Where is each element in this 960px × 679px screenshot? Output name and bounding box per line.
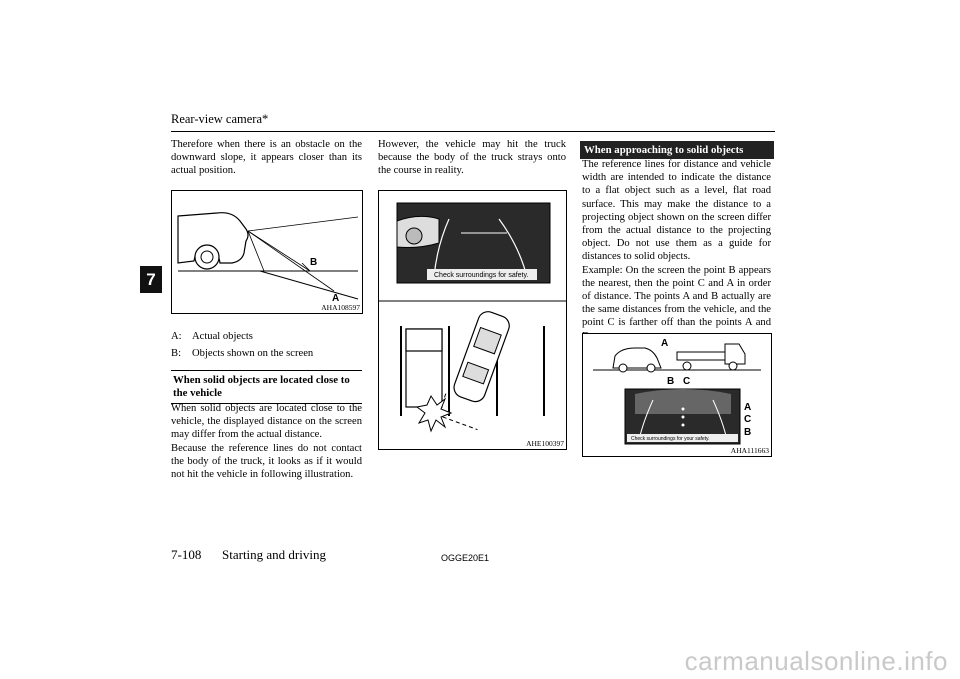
chapter-tab: 7 (140, 266, 162, 293)
point-marker (682, 408, 685, 411)
slope-figure (171, 190, 363, 314)
page-number: 7-108 (171, 547, 202, 562)
figure-code: AHE100397 (526, 439, 564, 448)
car-hub (201, 251, 213, 263)
screen-message: Check surroundings for your safety. (631, 436, 710, 442)
truck-wheel (683, 362, 691, 370)
ray-to-a (248, 231, 334, 291)
label-a: A (332, 293, 340, 304)
section-heading-close: When solid objects are located close to the vehicle (171, 370, 362, 404)
legend-row (171, 348, 362, 365)
page-header-title: Rear-view camera* (171, 112, 269, 126)
col3-para1: The reference lines for distance and vehicle width are intended to indicate the distance to a flat object such as a level, flat road surface. This may make the distance to a projecting object shown on the screen differ from the actual distance to the projecting object. Do not use them as a guide for distances to solid objects. (582, 159, 771, 263)
legend-row (171, 331, 362, 348)
label-a-side: A (661, 338, 669, 349)
truck-diagram (379, 191, 566, 449)
col1-intro-text: Therefore when there is an obstacle on the downward slope, it appears closer than its actual position. (171, 139, 362, 177)
label-c-screen: C (744, 414, 752, 425)
col2-intro (378, 138, 566, 178)
screen-message: Check surroundings for safety. (434, 272, 529, 279)
doc-code: OGGE20E1 (441, 553, 490, 563)
slope-diagram (172, 191, 362, 313)
legend-text: Objects shown on the screen (192, 348, 314, 359)
truck-wheel-on-screen (406, 228, 422, 244)
col1-intro (171, 138, 362, 178)
point-marker (682, 424, 685, 427)
header-divider (171, 131, 775, 132)
car-wheel (647, 364, 655, 372)
col3-body (582, 158, 771, 343)
label-c-side: C (683, 376, 691, 387)
truck-wheel (729, 362, 737, 370)
label-b-screen: B (744, 427, 752, 438)
car-wheel (619, 364, 627, 372)
approach-figure (582, 333, 772, 457)
label-a-screen: A (744, 402, 752, 413)
figure-code: AHA111663 (730, 446, 769, 455)
col1-para1: When solid objects are located close to the vehicle, the displayed distance on the screen may differ from the actual distance. (171, 403, 362, 441)
label-b-side: B (667, 376, 675, 387)
label-b: B (310, 257, 318, 268)
ray-to-b (248, 231, 310, 271)
truck-bed (677, 352, 725, 360)
point-marker (682, 416, 685, 419)
figure-legend (171, 331, 362, 365)
truck-cab (725, 344, 745, 364)
section-name: Starting and driving (222, 547, 326, 562)
legend-key: A: (171, 331, 182, 342)
figure-code: AHA108597 (321, 303, 360, 312)
ray-top (248, 217, 358, 231)
approach-diagram (583, 334, 771, 456)
legend-text: Actual objects (192, 331, 253, 342)
col2-intro-text: However, the vehicle may hit the truck because the body of the truck strays onto the course in reality. (378, 139, 566, 177)
col1-para2: Because the reference lines do not contact the body of the truck, it looks as if it would not hit the vehicle in following illustration. (171, 442, 362, 481)
slope-line (260, 271, 358, 299)
legend-key: B: (171, 348, 182, 359)
col1-body (171, 402, 362, 481)
truck-cab (406, 329, 442, 351)
col3-para2: Example: On the screen the point B appears the nearest, then the point C and A in order of distance. The points A and B actually are the same distances from the vehicle, and the point C is farther off than the points A and (582, 264, 771, 329)
truck-figure (378, 190, 567, 450)
watermark: carmanualsonline.info (684, 646, 948, 676)
section-heading-approach: When approaching to solid objects (580, 141, 774, 159)
